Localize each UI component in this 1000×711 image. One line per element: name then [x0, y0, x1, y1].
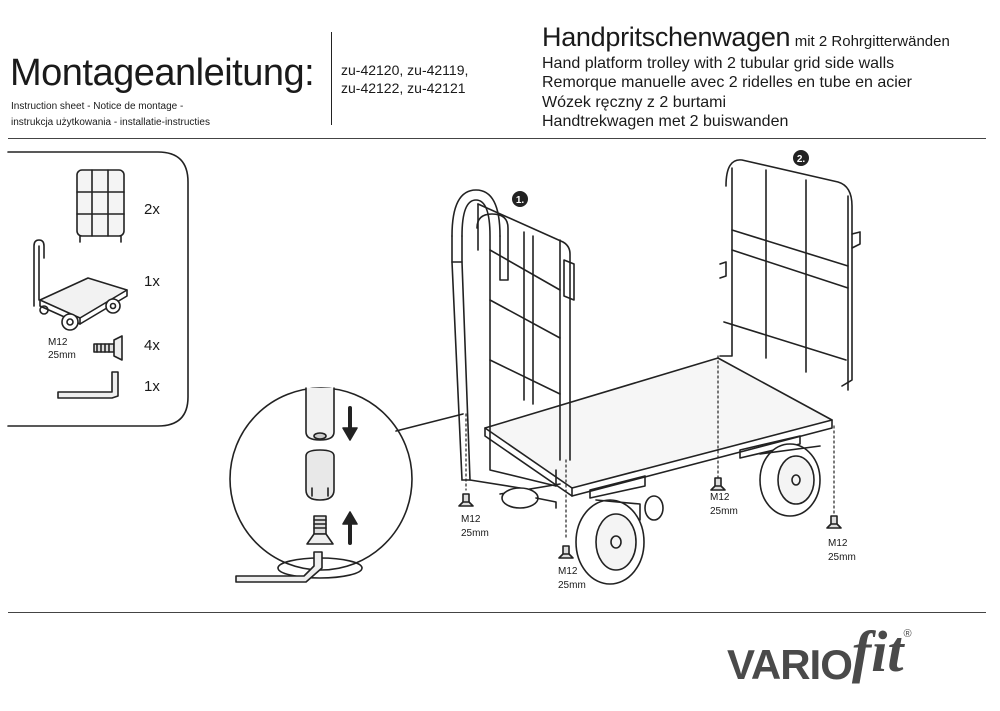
product-name-nl: Handtrekwagen met 2 buiswanden: [542, 113, 789, 130]
hex-key-qty: 1x: [144, 378, 160, 395]
step-badge-2: [793, 150, 809, 166]
screw-marker-4: [827, 516, 841, 528]
article-codes-line-2: zu-42122, zu-42121: [341, 80, 466, 96]
product-name-pl: Wózek ręczny z 2 burtami: [542, 94, 727, 111]
screw-marker-3: [711, 478, 725, 490]
grid-wall-icon: [77, 170, 124, 242]
screw-label-3-length: 25mm: [710, 506, 738, 517]
screw-label-1-size: M12: [461, 514, 481, 525]
screw-marker-2: [559, 546, 573, 558]
logo-registered: ®: [903, 628, 912, 640]
product-name-fr: Remorque manuelle avec 2 ridelles en tube en acier: [542, 74, 912, 91]
trolley-qty: 1x: [144, 273, 160, 290]
screw-label-1-length: 25mm: [461, 528, 489, 539]
screw-label-4-length: 25mm: [828, 552, 856, 563]
detail-circle: [230, 388, 463, 582]
subtitle-line-2: instrukcja użytkowania - installatie-instructies: [11, 117, 210, 128]
product-name-de-suffix: mit 2 Rohrgitterwänden: [794, 33, 950, 50]
screw-qty: 4x: [144, 337, 160, 354]
caster-wheel-right: [645, 496, 663, 520]
screw-icon: [94, 336, 122, 360]
caster-wheel-left: [502, 488, 556, 508]
page-title: Montageanleitung:: [10, 52, 315, 94]
screw-marker-1: [459, 494, 473, 506]
variofit-logo: [727, 618, 912, 688]
screw-label-4-size: M12: [828, 538, 848, 549]
parts-screw-size: M12: [48, 337, 68, 348]
step-badge-1: [512, 191, 528, 207]
svg-text:2.: 2.: [796, 154, 806, 165]
screw-label-2-size: M12: [558, 566, 578, 577]
logo-fit: fit: [851, 619, 904, 684]
logo-vario: VARIO: [727, 641, 852, 688]
grid-wall-qty: 2x: [144, 201, 160, 218]
product-name-de-main: Handpritschenwagen: [542, 22, 791, 52]
front-left-wheel: [576, 500, 644, 584]
article-codes-line-1: zu-42120, zu-42119,: [341, 62, 469, 78]
front-right-wheel: [760, 444, 820, 516]
hex-key-icon: [58, 372, 118, 398]
screw-label-3-size: M12: [710, 492, 730, 503]
svg-text:1.: 1.: [515, 195, 525, 206]
product-name-en: Hand platform trolley with 2 tubular grid side walls: [542, 55, 895, 72]
back-grid-wall: [720, 160, 860, 390]
trolley-icon: [34, 240, 127, 330]
subtitle-line-1: Instruction sheet - Notice de montage -: [11, 101, 184, 112]
screw-label-2-length: 25mm: [558, 580, 586, 591]
parts-screw-length: 25mm: [48, 350, 76, 361]
footer-rule: [8, 612, 986, 613]
